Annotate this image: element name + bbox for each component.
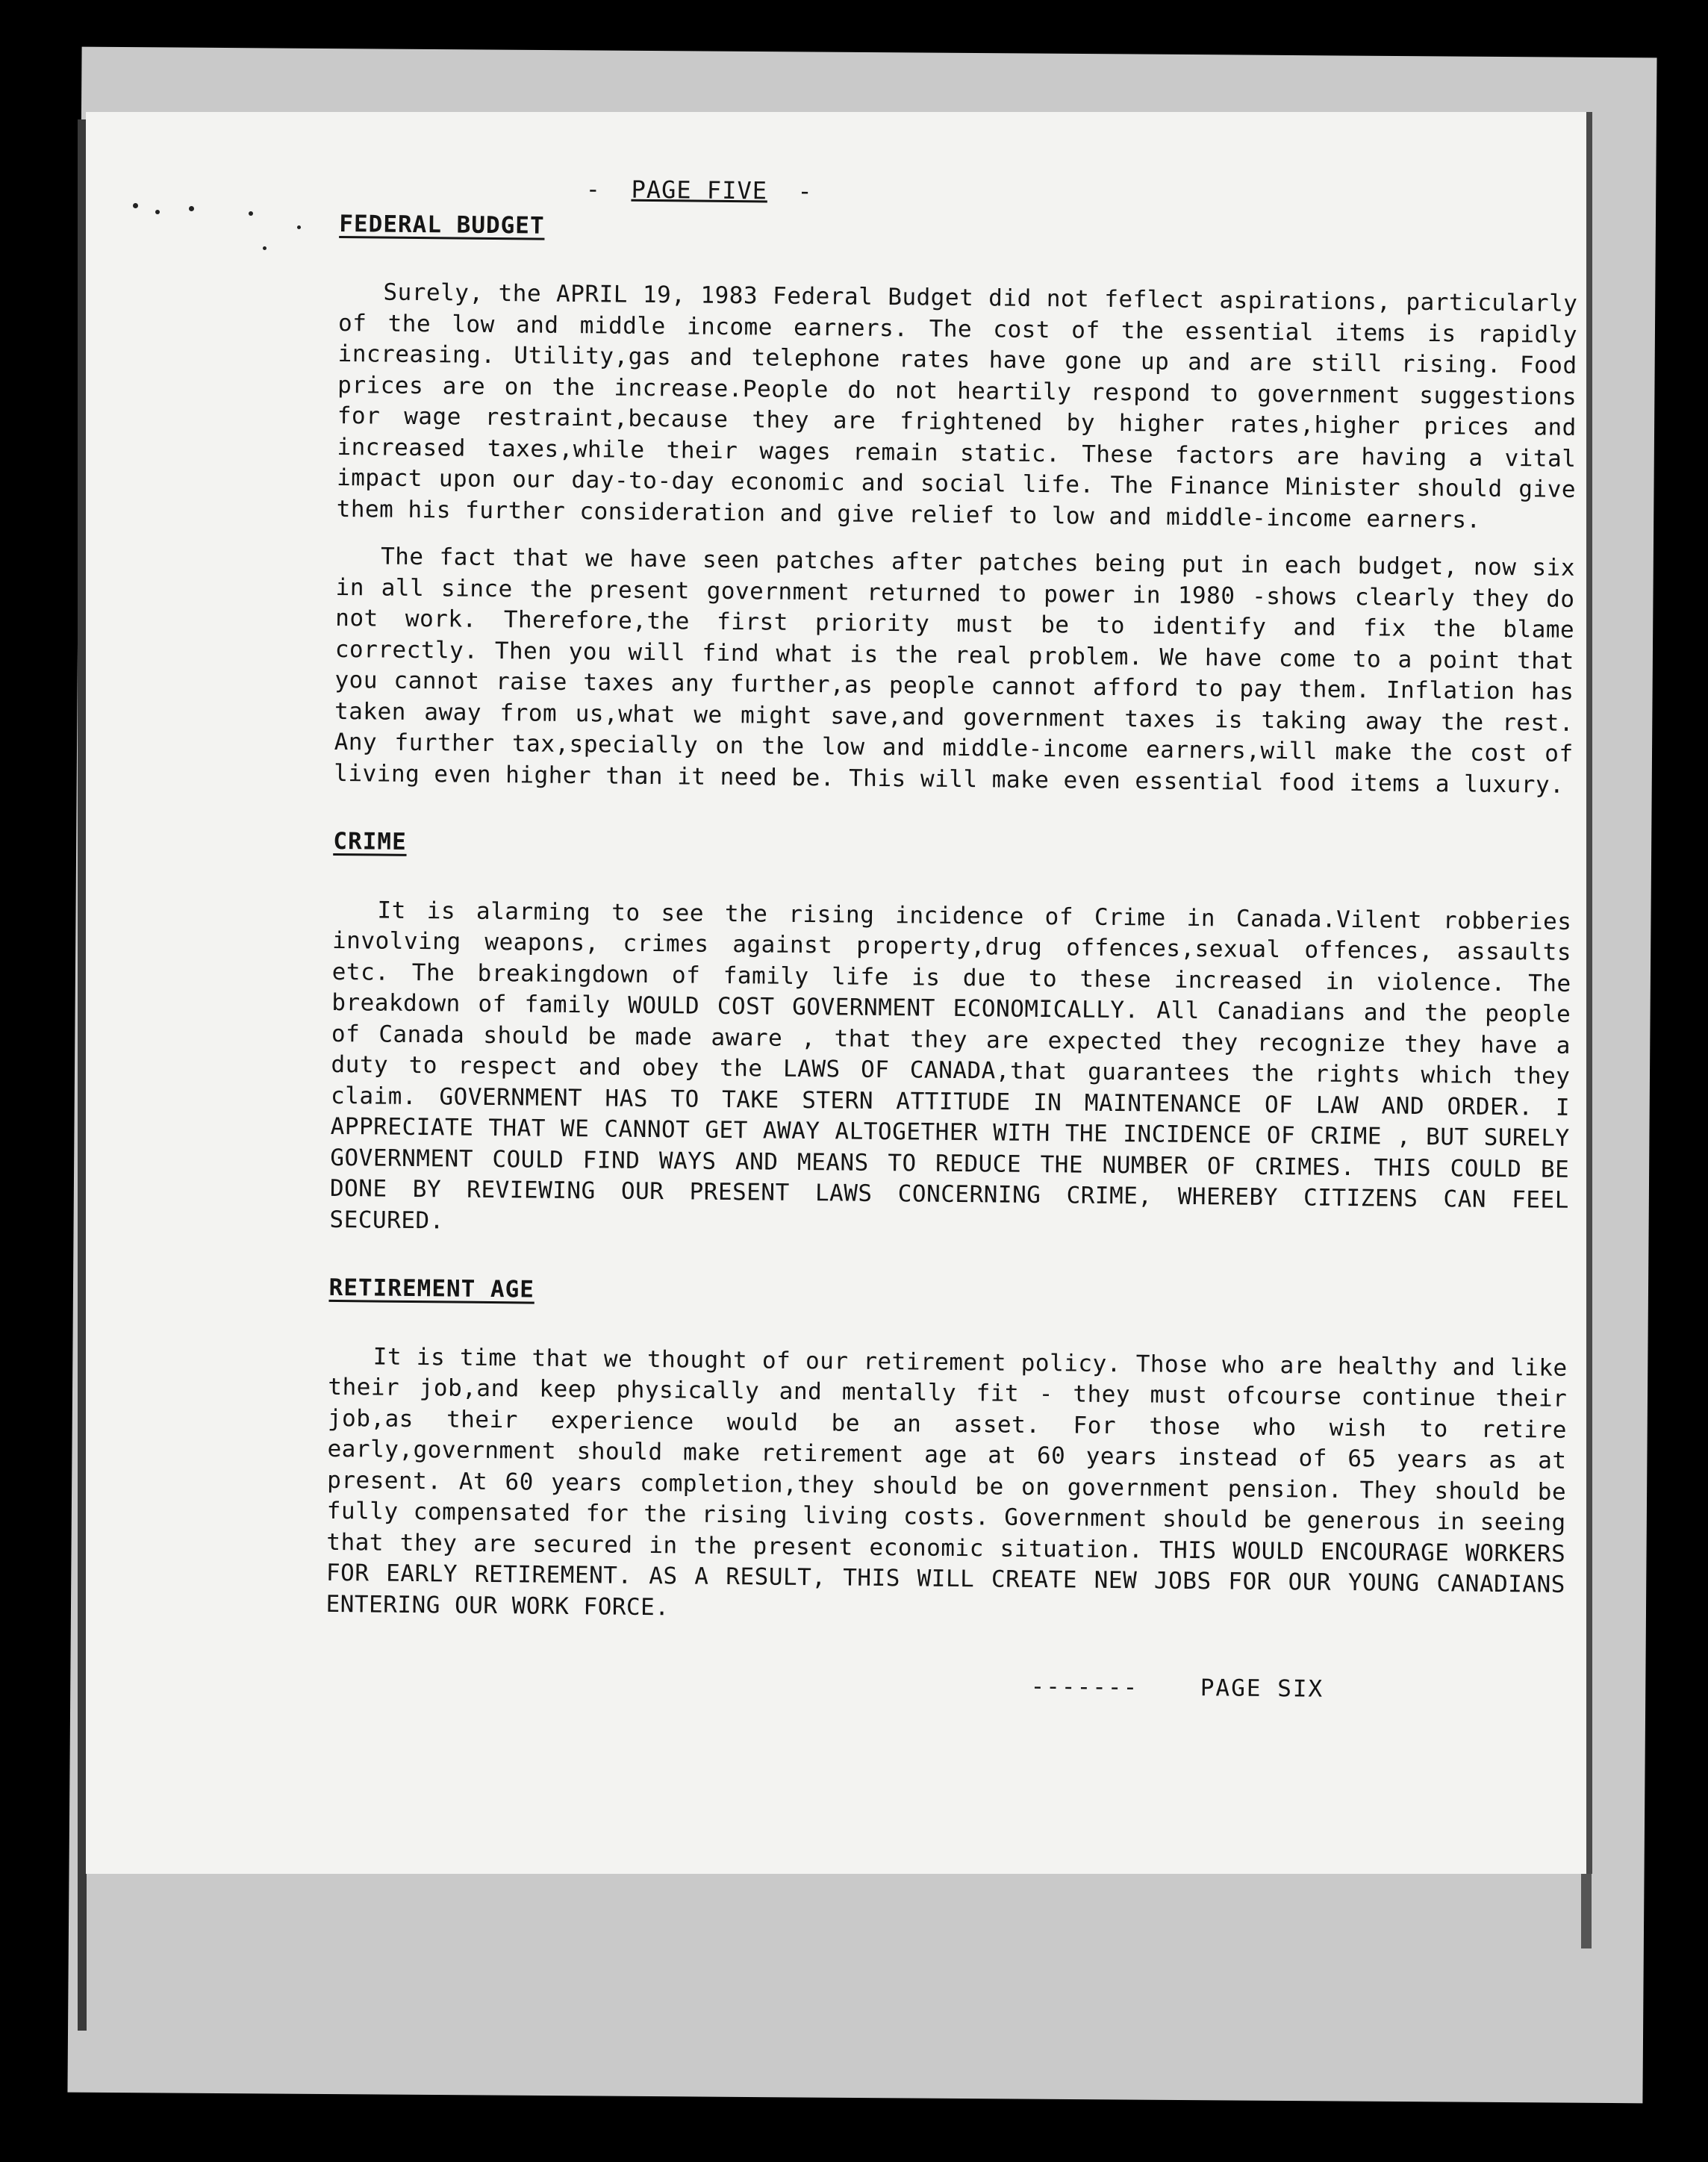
section-title-retirement-age: RETIREMENT AGE: [328, 1274, 535, 1303]
header-dash-right: -: [797, 176, 813, 206]
paragraph-federal-budget-1: Surely, the APRIL 19, 1983 Federal Budget did not feflect aspirations, particularly of the low and middle income earners. The cost of the essential items is rapidly increasing. Utility,gas and telephone rates have gone up and are still rising. Food prices are on the increase.People do not heartily respond to government suggestions for wage restraint,because they are frightened by higher rates,higher prices and increased taxes,while their wages remain static. These factors are having a vital impact upon our day-to-day economic and social life. The Finance Minister should give them his further consideration and give relief to low and middle-income earners.: [336, 278, 1578, 534]
scan-speck: [189, 206, 194, 211]
paragraph-retirement-1: It is time that we thought of our retirement policy. Those who are healthy and like their job,and keep physically and mentally fit - they must ofcourse continue their job,as their experience would be an asset. For those who wish to retire early,government should make retirement age at 60 years instead of 65 years as at present. At 60 years completion,they should be on government pension. They should be fully compensated for the rising living costs. Government should be generous in seeing that they are secured in the present economic situation. THIS WOULD ENCOURAGE WORKERS FOR EARLY RETIREMENT. AS A RESULT, THIS WILL CREATE NEW JOBS FOR OUR YOUNG CANADIANS ENTERING OUR WORK FORCE.: [325, 1343, 1568, 1621]
footer-dashes: -------: [1030, 1672, 1139, 1701]
paragraph-crime-1: It is alarming to see the rising incidence of Crime in Canada.Vilent robberies involving weapons, crimes against property,drug offences,sexual offences, assaults etc. The breakingdown of family life is due to these increased in violence. The breakdown of family WOULD COST GOVERNMENT ECONOMICALLY. All Canadians and the people of Canada should be made aware , that they are expected they recognize they have a duty to respect and obey the LAWS OF CANADA,that guarantees the rights which they claim. GOVERNMENT HAS TO TAKE STERN ATTITUDE IN MAINTENANCE OF LAW AND ORDER. I APPRECIATE THAT WE CANNOT GET AWAY ALTOGETHER WITH THE INCIDENCE OF CRIME , BUT SURELY GOVERNMENT COULD FIND WAYS AND MEANS TO REDUCE THE NUMBER OF CRIMES. THIS COULD BE DONE BY REVIEWING OUR PRESENT LAWS CONCERNING CRIME, WHEREBY CITIZENS CAN FEEL SECURED.: [329, 897, 1572, 1234]
scan-speck: [133, 203, 138, 208]
scan-speck: [263, 246, 267, 250]
document-text: [325, 172, 1579, 1707]
scan-speck: [249, 211, 253, 216]
section-title-crime: CRIME: [333, 827, 407, 856]
scan-speck: [155, 210, 160, 214]
page-title: PAGE FIVE: [631, 175, 768, 205]
paragraph-federal-budget-2: The fact that we have seen patches after patches being put in each budget, now six in all since the present government returned to power in 1980 -shows clearly they do not work. Therefore,the first priority must be to identify and fix the blame correctly. Then you will find what is the real problem. We have come to a point that you cannot raise taxes any further,as people cannot afford to pay them. Inflation has taken away from us,what we might save,and government taxes is taking away the rest. Any further tax,specially on the low and middle-income earners,will make the cost of living even higher than it need be. This will make even essential food items a luxury.: [334, 543, 1576, 799]
section-title-federal-budget: FEDERAL BUDGET: [339, 210, 545, 240]
header-dash-left: -: [585, 175, 602, 204]
scan-speck: [297, 225, 301, 229]
next-page-label: PAGE SIX: [1200, 1675, 1324, 1703]
